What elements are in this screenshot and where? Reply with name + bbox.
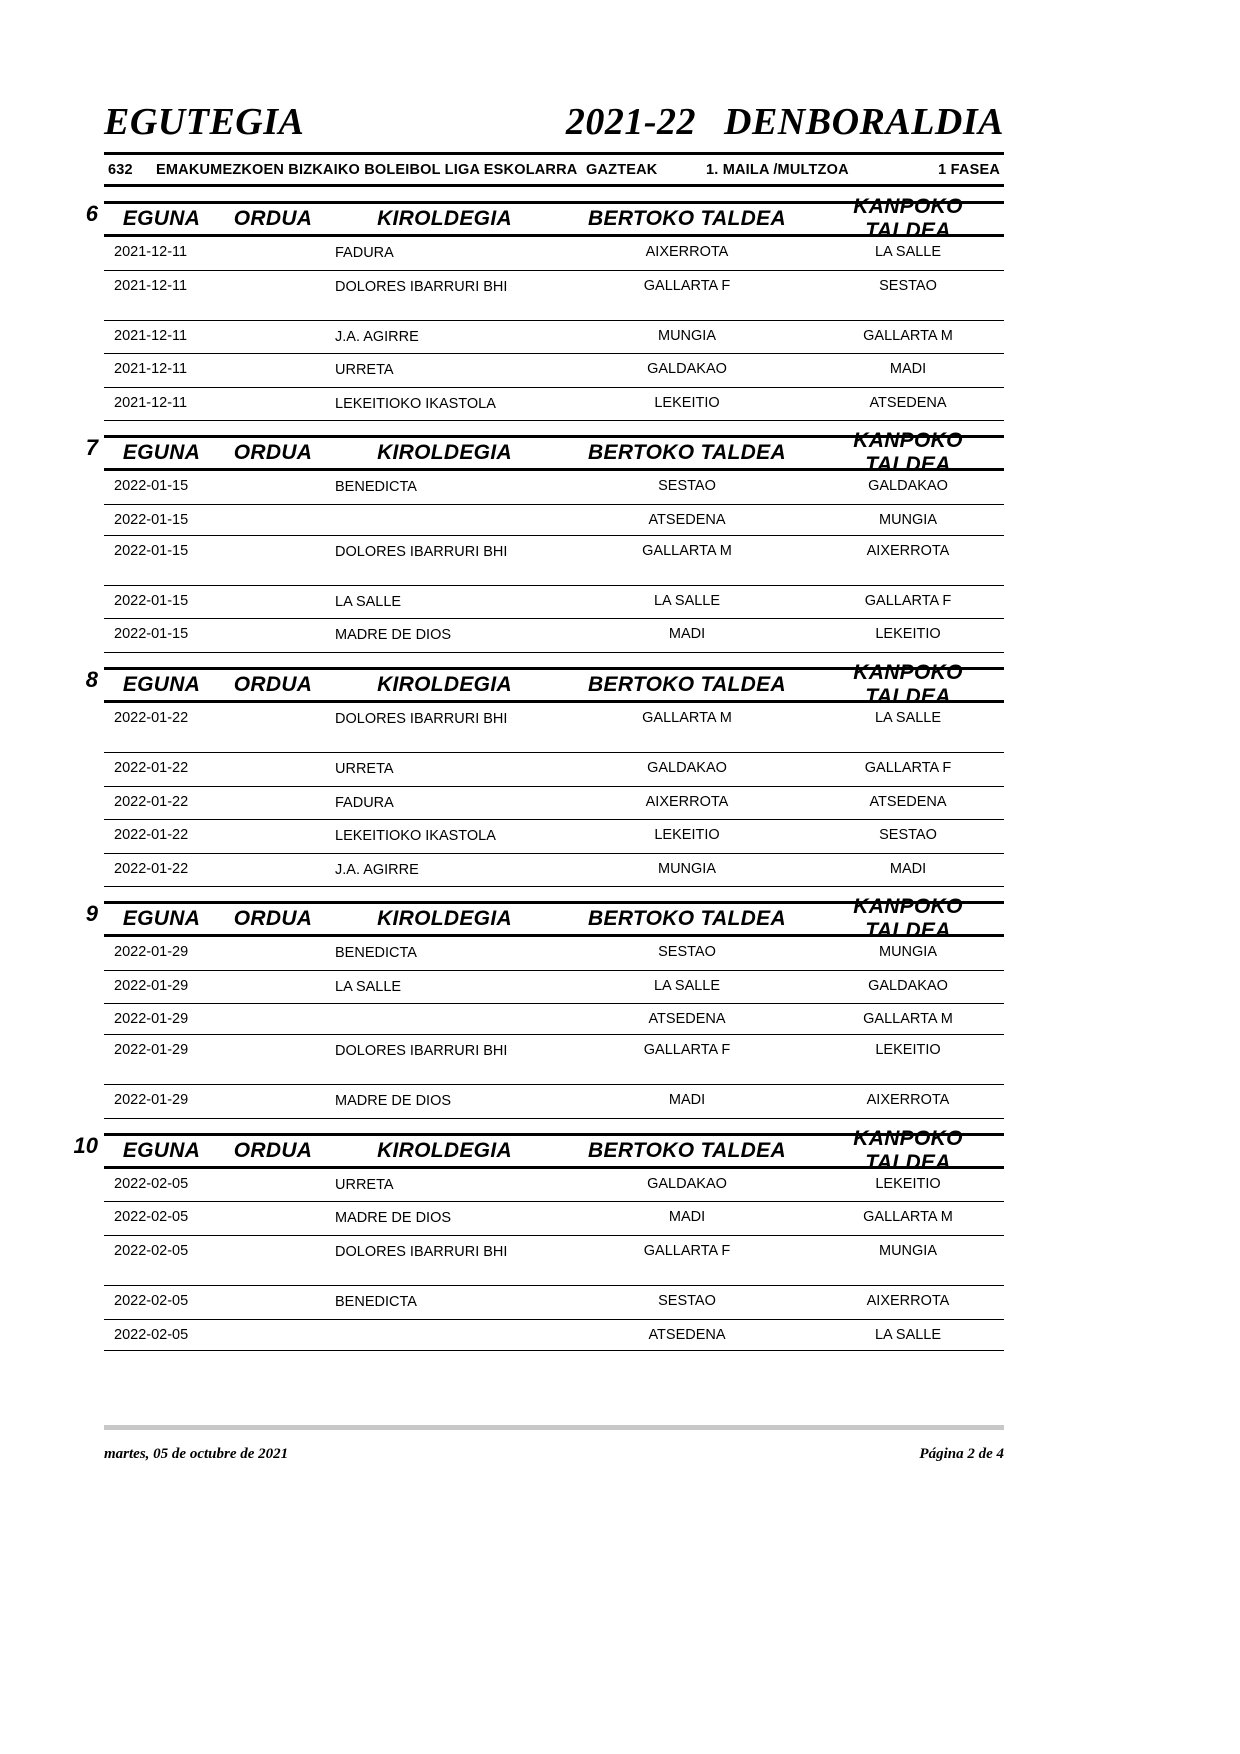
header-kiroldegia: KIROLDEGIA [377, 207, 512, 230]
cell-kanpoko: ATSEDENA [869, 793, 947, 810]
cell-bertoko: MUNGIA [658, 860, 716, 877]
cell-eguna: 2022-01-29 [114, 1042, 189, 1059]
header-ordua: ORDUA [233, 1138, 313, 1162]
table-row [104, 854, 1004, 888]
cell-kanpoko: MUNGIA [879, 1243, 937, 1259]
cell-kanpoko: LA SALLE [874, 709, 942, 726]
cell-eguna: 2021-12-11 [114, 361, 188, 378]
table-row [104, 753, 1004, 787]
competition-level: 1. MAILA /MULTZOA [706, 162, 849, 178]
table-row [104, 971, 1004, 1005]
masthead-right [566, 100, 1004, 144]
header-eguna: EGUNA [122, 907, 201, 931]
round-column-headers [104, 895, 1004, 943]
table-row [104, 787, 1004, 821]
header-eguna: EGUNA [122, 1138, 201, 1162]
table-row [104, 354, 1004, 388]
cell-kiroldegia: LEKEITIOKO IKASTOLA [335, 828, 496, 845]
cell-bertoko: LA SALLE [653, 977, 721, 994]
cell-kanpoko: GALLARTA F [864, 759, 952, 776]
cell-kiroldegia: DOLORES IBARRURI BHI [335, 710, 508, 727]
cell-bertoko: SESTAO [658, 944, 716, 961]
cell-kanpoko: LEKEITIO [875, 1175, 941, 1192]
cell-eguna: 2022-01-29 [114, 1011, 189, 1028]
cell-bertoko: SESTAO [658, 1293, 716, 1309]
round-number: 8 [85, 666, 98, 692]
document-content [73, 100, 1004, 1351]
cell-eguna: 2022-01-29 [114, 944, 189, 961]
table-row [104, 703, 1004, 753]
cell-eguna: 2021-12-11 [114, 394, 188, 411]
competition-code: 632 [108, 162, 133, 178]
footer-date: martes, 05 de octubre de 2021 [104, 1446, 289, 1462]
cell-kiroldegia: J.A. AGIRRE [335, 861, 419, 878]
cell-kanpoko: GALDAKAO [868, 478, 948, 495]
header-bertoko: BERTOKO TALDEA [588, 207, 786, 230]
round-section [85, 429, 1004, 653]
cell-kiroldegia: DOLORES IBARRURI BHI [335, 1043, 508, 1060]
cell-bertoko: MADI [668, 626, 706, 643]
cell-kanpoko: LEKEITIO [875, 1042, 941, 1059]
table-row [104, 536, 1004, 586]
cell-bertoko: ATSEDENA [648, 511, 726, 528]
cell-eguna: 2022-01-15 [114, 626, 189, 643]
cell-kiroldegia: DOLORES IBARRURI BHI [335, 543, 508, 560]
competition-header [104, 152, 1004, 187]
cell-bertoko: GALDAKAO [647, 361, 727, 378]
cell-bertoko: ATSEDENA [648, 1326, 726, 1343]
table-row [104, 1004, 1004, 1035]
round-column-headers [104, 429, 1004, 477]
header-eguna: EGUNA [122, 441, 201, 465]
cell-kanpoko: AIXERROTA [866, 542, 950, 559]
table-row [104, 388, 1004, 422]
cell-kanpoko: MUNGIA [879, 944, 937, 961]
cell-eguna: 2022-01-29 [114, 977, 189, 994]
cell-kanpoko: GALLARTA M [863, 327, 953, 344]
cell-kiroldegia: BENEDICTA [335, 945, 417, 962]
round-number: 6 [85, 201, 98, 226]
cell-bertoko: GALLARTA F [643, 1243, 731, 1259]
cell-eguna: 2021-12-11 [114, 277, 188, 294]
masthead-subtitle: DENBORALDIA [724, 101, 1004, 143]
table-row [104, 1320, 1004, 1351]
round-section [73, 1126, 1004, 1351]
cell-eguna: 2022-01-15 [114, 542, 189, 559]
cell-kiroldegia: URRETA [335, 760, 394, 777]
page-footer [104, 1446, 1004, 1463]
round-number: 9 [85, 901, 98, 927]
cell-eguna: 2022-01-22 [114, 860, 189, 877]
cell-kiroldegia: MADRE DE DIOS [335, 1093, 452, 1110]
header-ordua: ORDUA [233, 441, 313, 465]
cell-bertoko: LEKEITIO [654, 394, 720, 411]
cell-kanpoko: ATSEDENA [869, 394, 947, 411]
header-kiroldegia: KIROLDEGIA [377, 907, 512, 931]
cell-kiroldegia: J.A. AGIRRE [335, 328, 419, 345]
competition-category: GAZTEAK [586, 162, 658, 178]
cell-kiroldegia: LA SALLE [335, 593, 402, 610]
cell-kanpoko: GALLARTA M [863, 1011, 953, 1028]
cell-kanpoko: SESTAO [879, 827, 937, 844]
header-kiroldegia: KIROLDEGIA [377, 441, 512, 465]
table-row [104, 1202, 1004, 1236]
header-bertoko: BERTOKO TALDEA [588, 1138, 786, 1162]
header-kanpoko: KANPOKO TALDEA [853, 429, 963, 477]
cell-eguna: 2022-02-05 [114, 1243, 189, 1259]
cell-bertoko: GALLARTA F [643, 277, 731, 294]
cell-bertoko: GALDAKAO [647, 1175, 727, 1192]
header-bertoko: BERTOKO TALDEA [588, 672, 786, 696]
header-eguna: EGUNA [122, 207, 201, 230]
cell-kiroldegia: MADRE DE DIOS [335, 1210, 452, 1227]
competition-phase: 1 FASEA [938, 162, 1000, 178]
cell-eguna: 2022-01-15 [114, 511, 189, 528]
cell-eguna: 2022-01-22 [114, 793, 189, 810]
table-row [104, 1286, 1004, 1320]
competition-name: EMAKUMEZKOEN BIZKAIKO BOLEIBOL LIGA ESKOLARRA [156, 162, 578, 178]
cell-bertoko: MUNGIA [658, 327, 716, 344]
table-row [104, 321, 1004, 355]
header-kanpoko: KANPOKO TALDEA [853, 195, 963, 242]
cell-kiroldegia: URRETA [335, 362, 394, 379]
header-kanpoko: KANPOKO TALDEA [853, 895, 963, 943]
cell-kanpoko: AIXERROTA [866, 1293, 950, 1309]
cell-bertoko: MADI [668, 1092, 706, 1109]
cell-kanpoko: SESTAO [879, 277, 937, 294]
cell-kiroldegia: FADURA [335, 794, 394, 811]
cell-kanpoko: MUNGIA [879, 511, 937, 528]
header-ordua: ORDUA [233, 207, 313, 230]
table-row [104, 271, 1004, 321]
cell-kanpoko: LEKEITIO [875, 626, 941, 643]
cell-bertoko: SESTAO [658, 478, 716, 495]
header-ordua: ORDUA [233, 907, 313, 931]
table-row [104, 1236, 1004, 1286]
cell-bertoko: AIXERROTA [645, 793, 729, 810]
cell-eguna: 2021-12-11 [114, 327, 188, 344]
cell-eguna: 2022-01-29 [114, 1092, 189, 1109]
cell-kanpoko: MADI [889, 361, 927, 378]
cell-kiroldegia: URRETA [335, 1176, 394, 1193]
cell-kanpoko: GALDAKAO [868, 977, 948, 994]
cell-eguna: 2022-02-05 [114, 1209, 189, 1226]
round-section [85, 195, 1004, 421]
footer-divider [104, 1425, 1004, 1430]
table-row [104, 505, 1004, 536]
header-kanpoko: KANPOKO TALDEA [853, 660, 963, 708]
cell-kiroldegia: LEKEITIOKO IKASTOLA [335, 395, 496, 412]
round-number: 10 [73, 1132, 98, 1158]
cell-kiroldegia: BENEDICTA [335, 479, 417, 496]
round-section [85, 895, 1004, 1119]
cell-eguna: 2022-01-22 [114, 759, 189, 776]
cell-kiroldegia: BENEDICTA [335, 1294, 417, 1310]
masthead-title: EGUTEGIA [104, 101, 305, 143]
header-kiroldegia: KIROLDEGIA [377, 1138, 512, 1162]
masthead-season: 2021-22 [565, 101, 696, 143]
cell-bertoko: GALDAKAO [647, 759, 727, 776]
cell-kanpoko: GALLARTA M [863, 1209, 953, 1226]
round-number: 7 [85, 435, 98, 461]
cell-eguna: 2021-12-11 [114, 244, 188, 260]
cell-bertoko: GALLARTA F [643, 1042, 731, 1059]
cell-bertoko: GALLARTA M [642, 542, 732, 559]
table-row [104, 820, 1004, 854]
cell-kiroldegia: FADURA [335, 245, 394, 261]
table-row [104, 586, 1004, 620]
cell-bertoko: LEKEITIO [654, 827, 720, 844]
cell-bertoko: AIXERROTA [645, 244, 729, 260]
cell-kanpoko: MADI [889, 860, 927, 877]
cell-eguna: 2022-02-05 [114, 1175, 189, 1192]
round-column-headers [104, 1126, 1004, 1174]
cell-kiroldegia: MADRE DE DIOS [335, 627, 452, 644]
header-bertoko: BERTOKO TALDEA [588, 441, 786, 465]
cell-kiroldegia: LA SALLE [335, 978, 402, 995]
cell-kiroldegia: DOLORES IBARRURI BHI [335, 278, 508, 295]
cell-eguna: 2022-02-05 [114, 1293, 189, 1309]
cell-kanpoko: GALLARTA F [864, 592, 952, 609]
table-row [104, 619, 1004, 653]
header-bertoko: BERTOKO TALDEA [588, 907, 786, 931]
round-column-headers [104, 660, 1004, 708]
header-ordua: ORDUA [233, 672, 313, 696]
cell-eguna: 2022-02-05 [114, 1326, 189, 1343]
cell-eguna: 2022-01-22 [114, 709, 189, 726]
masthead [104, 100, 1004, 152]
round-section [85, 660, 1004, 887]
cell-eguna: 2022-01-22 [114, 827, 189, 844]
cell-bertoko: MADI [668, 1209, 706, 1226]
round-column-headers [104, 195, 1004, 242]
cell-kiroldegia: DOLORES IBARRURI BHI [335, 1244, 508, 1260]
cell-bertoko: LA SALLE [653, 592, 721, 609]
cell-kanpoko: LA SALLE [874, 1326, 942, 1343]
cell-eguna: 2022-01-15 [114, 478, 189, 495]
header-eguna: EGUNA [122, 672, 201, 696]
cell-eguna: 2022-01-15 [114, 592, 189, 609]
footer-page-number: Página 2 de 4 [919, 1446, 1004, 1462]
cell-bertoko: ATSEDENA [648, 1011, 726, 1028]
cell-kanpoko: LA SALLE [874, 244, 942, 260]
table-row [104, 1085, 1004, 1119]
header-kiroldegia: KIROLDEGIA [377, 672, 512, 696]
cell-kanpoko: AIXERROTA [866, 1092, 950, 1109]
table-row [104, 1035, 1004, 1085]
cell-bertoko: GALLARTA M [642, 709, 732, 726]
header-kanpoko: KANPOKO TALDEA [853, 1126, 963, 1174]
